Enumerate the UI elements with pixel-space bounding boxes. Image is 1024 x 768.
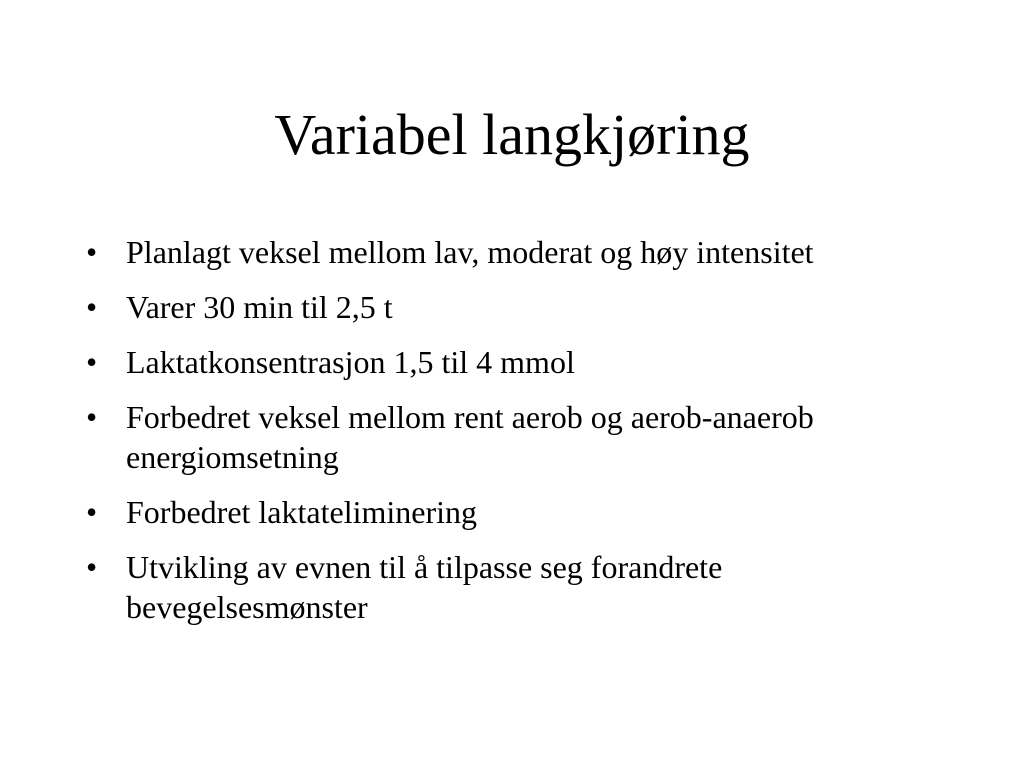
bullet-text: Utvikling av evnen til å tilpasse seg forandrete bevegelsesmønster: [126, 549, 723, 625]
bullet-marker: •: [86, 234, 98, 270]
bullet-item: [86, 492, 946, 532]
bullet-item: [86, 397, 946, 477]
bullet-list: [86, 232, 946, 642]
bullet-marker: •: [86, 549, 98, 585]
bullet-text: Planlagt veksel mellom lav, moderat og høy intensitet: [126, 234, 814, 270]
slide-title: Variabel langkjøring: [274, 102, 750, 167]
bullet-item: [86, 232, 946, 272]
bullet-text: Forbedret veksel mellom rent aerob og aerob-anaerob energiomsetning: [126, 399, 814, 475]
bullet-item: [86, 287, 946, 327]
bullet-text: Laktatkonsentrasjon 1,5 til 4 mmol: [126, 344, 575, 380]
bullet-marker: •: [86, 289, 98, 325]
bullet-text: Varer 30 min til 2,5 t: [126, 289, 393, 325]
bullet-marker: •: [86, 344, 98, 380]
bullet-marker: •: [86, 399, 98, 435]
bullet-item: [86, 547, 946, 627]
bullet-item: [86, 342, 946, 382]
bullet-text: Forbedret laktateliminering: [126, 494, 477, 530]
bullet-marker: •: [86, 494, 98, 530]
